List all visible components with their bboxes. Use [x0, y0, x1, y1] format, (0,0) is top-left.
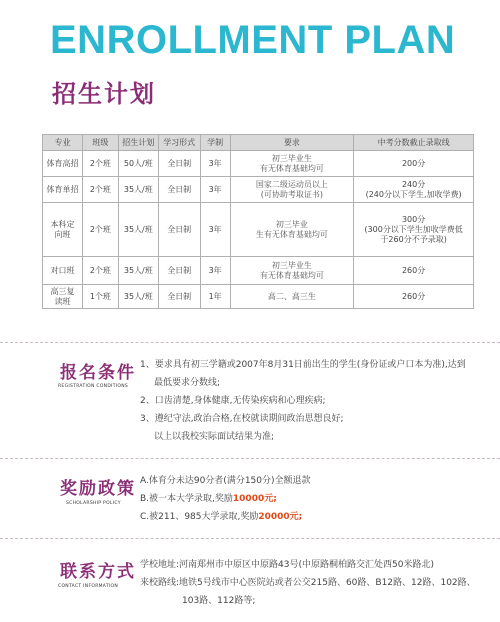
cell-classes: 1个班: [82, 285, 118, 309]
cell-requirement: [230, 285, 354, 309]
cell-years: 3年: [200, 203, 230, 257]
contact-address: 学校地址:河南郑州市中原区中原路43号(中原路桐柏路交汇处西50米路北): [140, 560, 434, 570]
reward-amount-20000: 20000元;: [258, 512, 303, 522]
col-header-plan: 招生计划: [118, 135, 158, 151]
table-row: [43, 257, 474, 285]
reward-amount-10000: 10000元;: [232, 494, 277, 504]
col-header-years: 学制: [200, 135, 230, 151]
registration-line: 以上以我校实际面试结果为准;: [154, 432, 275, 442]
registration-line: 1、要求具有初三学籍或2007年8月31日前出生的学生(身份证或户口本为准),达到: [140, 360, 466, 370]
score-line: 200分: [401, 158, 426, 168]
requirement-line: 初三毕业: [275, 219, 308, 229]
cell-form: 全日制: [158, 177, 200, 203]
table-row: [43, 177, 474, 203]
cell-plan: 35人/班: [118, 177, 158, 203]
cell-requirement: [230, 151, 354, 177]
cell-requirement: [230, 203, 354, 257]
scholarship-line-b-text: B.被一本大学录取,奖励: [140, 494, 233, 504]
score-note: (240分以下学生,加收学费): [365, 189, 462, 199]
registration-title: 报名条件: [60, 363, 136, 383]
cell-score: [354, 177, 474, 203]
title-english: ENROLLMENT PLAN: [50, 18, 456, 62]
contact-route-cont: 103路、112路等;: [182, 596, 256, 606]
cell-form: 全日制: [158, 151, 200, 177]
cell-major: 高三复读班: [43, 285, 83, 309]
cell-score: [354, 151, 474, 177]
requirement-line: 高二、高三生: [267, 291, 316, 301]
requirement-line: 初三毕业生: [271, 260, 312, 270]
table-row: [43, 151, 474, 177]
section-divider: [0, 458, 500, 459]
score-line: 240分: [401, 179, 426, 189]
table-row: [43, 285, 474, 309]
requirement-line: 初三毕业生: [271, 153, 312, 163]
table-header-row: [43, 135, 474, 151]
requirement-line: 国家二级运动员以上: [255, 179, 328, 189]
cell-classes: 2个班: [82, 203, 118, 257]
cell-major: 本科定向班: [43, 203, 83, 257]
cell-form: 全日制: [158, 203, 200, 257]
scholarship-line-c-text: C.被211、985大学录取,奖励: [140, 512, 259, 522]
cell-form: 全日制: [158, 285, 200, 309]
table-row: [43, 203, 474, 257]
score-line: 260分: [401, 291, 426, 301]
registration-subtitle: REGISTRATION CONDITIONS: [58, 384, 129, 389]
cell-years: 3年: [200, 257, 230, 285]
scholarship-line-a: A.体育分未达90分者(满分150分)全额退款: [140, 476, 311, 486]
cell-years: 1年: [200, 285, 230, 309]
cell-major: 体育高招: [43, 151, 83, 177]
cell-plan: 35人/班: [118, 203, 158, 257]
requirement-line: 有无体育基础均可: [259, 163, 324, 173]
scholarship-title: 奖励政策: [60, 479, 136, 499]
contact-body: [140, 556, 476, 610]
scholarship-body: [140, 472, 311, 526]
scholarship-line-b: [140, 490, 311, 508]
section-divider: [0, 538, 500, 539]
cell-years: 3年: [200, 151, 230, 177]
cell-score: [354, 203, 474, 257]
requirement-line: 生有无体育基础均可: [255, 229, 328, 239]
score-note: (300分以下学生加收学费低于260分不予录取): [364, 224, 463, 244]
section-divider: [0, 342, 500, 343]
contact-route: 来校路线:地铁5号线市中心医院站或者公交215路、60路、B12路、12路、102路、: [140, 578, 476, 588]
cell-classes: 2个班: [82, 257, 118, 285]
cell-plan: 50人/班: [118, 151, 158, 177]
cell-requirement: [230, 177, 354, 203]
cell-years: 3年: [200, 177, 230, 203]
scholarship-line-c: [140, 508, 311, 526]
registration-line: 最低要求分数线;: [154, 378, 221, 388]
col-header-form: 学习形式: [158, 135, 200, 151]
title-chinese: 招生计划: [52, 80, 156, 108]
contact-subtitle: CONTACT INFORMATION: [58, 584, 119, 589]
scholarship-subtitle: SCHOLARSHIP POLICY: [66, 501, 121, 506]
registration-body: [140, 356, 466, 446]
contact-title: 联系方式: [60, 562, 136, 582]
col-header-score: 中考分数截止录取线: [354, 135, 474, 151]
col-header-classes: 班级: [82, 135, 118, 151]
registration-line: 2、口齿清楚,身体健康,无传染疾病和心理疾病;: [140, 396, 326, 406]
registration-line: 3、遵纪守法,政治合格,在校就读期间政治思想良好;: [140, 414, 344, 424]
col-header-requirement: 要求: [230, 135, 354, 151]
cell-classes: 2个班: [82, 177, 118, 203]
cell-major: 体育单招: [43, 177, 83, 203]
enrollment-plan-table: [42, 134, 474, 309]
cell-form: 全日制: [158, 257, 200, 285]
requirement-line: 有无体育基础均可: [259, 270, 324, 280]
cell-classes: 2个班: [82, 151, 118, 177]
cell-plan: 35人/班: [118, 257, 158, 285]
requirement-line: (可协助考取证书): [260, 189, 324, 199]
score-line: 260分: [401, 265, 426, 275]
col-header-major: 专业: [43, 135, 83, 151]
score-line: 300分: [401, 214, 426, 224]
cell-requirement: [230, 257, 354, 285]
cell-score: [354, 285, 474, 309]
cell-score: [354, 257, 474, 285]
cell-plan: 35人/班: [118, 285, 158, 309]
cell-major: 对口班: [43, 257, 83, 285]
